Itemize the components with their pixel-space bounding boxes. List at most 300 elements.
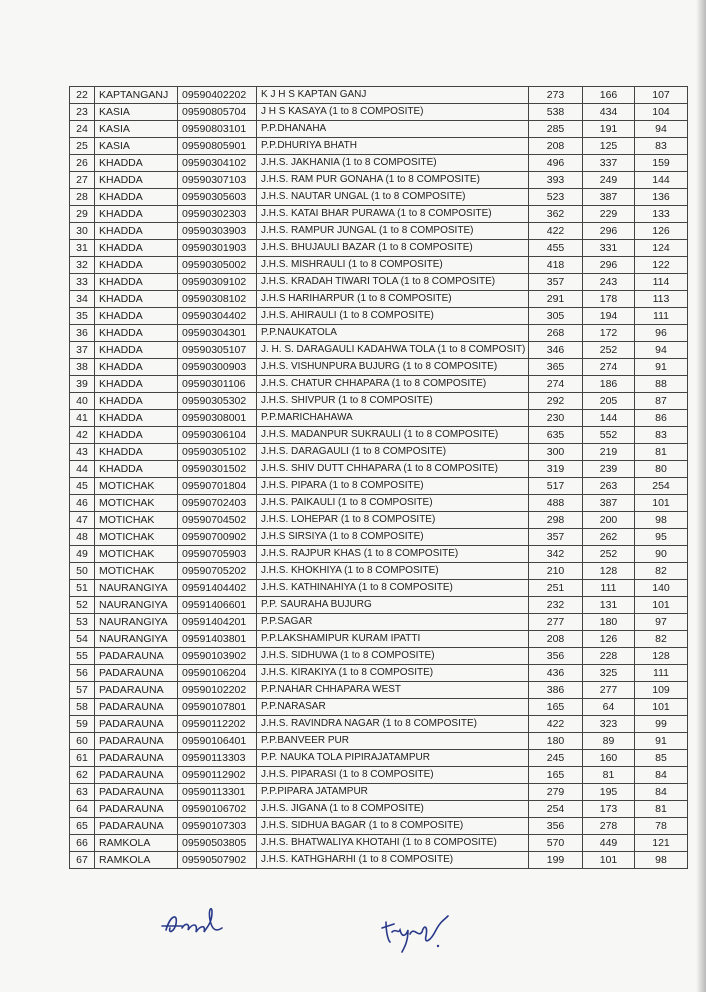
value-3-cell: 82 xyxy=(635,563,688,580)
serial-number-cell: 47 xyxy=(70,512,95,529)
table-row xyxy=(70,291,688,308)
block-name-cell: NAURANGIYA xyxy=(95,597,178,614)
value-3-cell: 113 xyxy=(635,291,688,308)
table-row xyxy=(70,376,688,393)
school-name-cell: J.H.S. BHATWALIYA KHOTAHI (1 to 8 COMPOSITE) xyxy=(257,835,529,852)
table-row xyxy=(70,206,688,223)
value-3-cell: 98 xyxy=(635,512,688,529)
value-3-cell: 95 xyxy=(635,529,688,546)
table-row xyxy=(70,818,688,835)
school-name-cell: P.P.BANVEER PUR xyxy=(257,733,529,750)
table-row xyxy=(70,155,688,172)
value-3-cell: 94 xyxy=(635,121,688,138)
table-row xyxy=(70,444,688,461)
value-3-cell: 85 xyxy=(635,750,688,767)
table-row xyxy=(70,189,688,206)
value-1-cell: 291 xyxy=(529,291,583,308)
school-code-cell: 09591404402 xyxy=(178,580,257,597)
value-3-cell: 101 xyxy=(635,699,688,716)
value-2-cell: 552 xyxy=(583,427,635,444)
school-code-cell: 09590305107 xyxy=(178,342,257,359)
table-row xyxy=(70,733,688,750)
school-name-cell: P.P.DHANAHA xyxy=(257,121,529,138)
value-2-cell: 252 xyxy=(583,342,635,359)
value-1-cell: 273 xyxy=(529,87,583,104)
value-2-cell: 178 xyxy=(583,291,635,308)
school-code-cell: 09590306104 xyxy=(178,427,257,444)
value-2-cell: 296 xyxy=(583,257,635,274)
table-row xyxy=(70,716,688,733)
table-row xyxy=(70,427,688,444)
block-name-cell: RAMKOLA xyxy=(95,835,178,852)
serial-number-cell: 55 xyxy=(70,648,95,665)
value-3-cell: 109 xyxy=(635,682,688,699)
block-name-cell: PADARAUNA xyxy=(95,665,178,682)
table-row xyxy=(70,223,688,240)
serial-number-cell: 54 xyxy=(70,631,95,648)
school-name-cell: K J H S KAPTAN GANJ xyxy=(257,87,529,104)
school-code-cell: 09590300903 xyxy=(178,359,257,376)
value-3-cell: 254 xyxy=(635,478,688,495)
school-code-cell: 09590305102 xyxy=(178,444,257,461)
school-code-cell: 09590305603 xyxy=(178,189,257,206)
serial-number-cell: 58 xyxy=(70,699,95,716)
block-name-cell: KASIA xyxy=(95,104,178,121)
value-2-cell: 249 xyxy=(583,172,635,189)
value-3-cell: 97 xyxy=(635,614,688,631)
block-name-cell: MOTICHAK xyxy=(95,495,178,512)
school-code-cell: 09590301502 xyxy=(178,461,257,478)
value-2-cell: 64 xyxy=(583,699,635,716)
value-1-cell: 523 xyxy=(529,189,583,206)
school-name-cell: J.H.S. PIPARA (1 to 8 COMPOSITE) xyxy=(257,478,529,495)
school-name-cell: J.H.S. KATAI BHAR PURAWA (1 to 8 COMPOSITE) xyxy=(257,206,529,223)
school-code-cell: 09590103902 xyxy=(178,648,257,665)
table-row xyxy=(70,665,688,682)
signature-right xyxy=(378,908,458,956)
value-2-cell: 219 xyxy=(583,444,635,461)
school-code-cell: 09590303903 xyxy=(178,223,257,240)
value-2-cell: 160 xyxy=(583,750,635,767)
value-1-cell: 279 xyxy=(529,784,583,801)
school-code-cell: 09590308001 xyxy=(178,410,257,427)
table-row xyxy=(70,342,688,359)
table-row xyxy=(70,359,688,376)
block-name-cell: KHADDA xyxy=(95,206,178,223)
block-name-cell: KHADDA xyxy=(95,189,178,206)
value-1-cell: 165 xyxy=(529,699,583,716)
value-3-cell: 81 xyxy=(635,801,688,818)
school-name-cell: J.H.S. PIPARASI (1 to 8 COMPOSITE) xyxy=(257,767,529,784)
block-name-cell: KHADDA xyxy=(95,308,178,325)
block-name-cell: KHADDA xyxy=(95,342,178,359)
value-2-cell: 101 xyxy=(583,852,635,869)
table-row xyxy=(70,461,688,478)
value-1-cell: 245 xyxy=(529,750,583,767)
school-code-cell: 09590803101 xyxy=(178,121,257,138)
value-1-cell: 538 xyxy=(529,104,583,121)
value-2-cell: 144 xyxy=(583,410,635,427)
serial-number-cell: 63 xyxy=(70,784,95,801)
school-name-cell: J.H.S. CHATUR CHHAPARA (1 to 8 COMPOSITE) xyxy=(257,376,529,393)
value-3-cell: 86 xyxy=(635,410,688,427)
serial-number-cell: 29 xyxy=(70,206,95,223)
value-1-cell: 346 xyxy=(529,342,583,359)
serial-number-cell: 22 xyxy=(70,87,95,104)
value-2-cell: 278 xyxy=(583,818,635,835)
value-1-cell: 319 xyxy=(529,461,583,478)
value-2-cell: 81 xyxy=(583,767,635,784)
table-row xyxy=(70,852,688,869)
school-code-cell: 09590507902 xyxy=(178,852,257,869)
value-2-cell: 111 xyxy=(583,580,635,597)
value-1-cell: 254 xyxy=(529,801,583,818)
value-1-cell: 488 xyxy=(529,495,583,512)
block-name-cell: KASIA xyxy=(95,121,178,138)
value-3-cell: 99 xyxy=(635,716,688,733)
table-row xyxy=(70,87,688,104)
value-1-cell: 230 xyxy=(529,410,583,427)
block-name-cell: MOTICHAK xyxy=(95,563,178,580)
block-name-cell: PADARAUNA xyxy=(95,699,178,716)
block-name-cell: MOTICHAK xyxy=(95,529,178,546)
school-code-cell: 09590301903 xyxy=(178,240,257,257)
value-2-cell: 89 xyxy=(583,733,635,750)
value-1-cell: 356 xyxy=(529,648,583,665)
value-3-cell: 121 xyxy=(635,835,688,852)
table-row xyxy=(70,580,688,597)
serial-number-cell: 56 xyxy=(70,665,95,682)
value-2-cell: 191 xyxy=(583,121,635,138)
value-3-cell: 124 xyxy=(635,240,688,257)
school-code-cell: 09590112902 xyxy=(178,767,257,784)
value-2-cell: 434 xyxy=(583,104,635,121)
serial-number-cell: 59 xyxy=(70,716,95,733)
value-2-cell: 229 xyxy=(583,206,635,223)
value-3-cell: 83 xyxy=(635,138,688,155)
value-2-cell: 131 xyxy=(583,597,635,614)
school-name-cell: J.H.S. VISHUNPURA BUJURG (1 to 8 COMPOSITE) xyxy=(257,359,529,376)
value-1-cell: 356 xyxy=(529,818,583,835)
serial-number-cell: 38 xyxy=(70,359,95,376)
value-3-cell: 114 xyxy=(635,274,688,291)
block-name-cell: KHADDA xyxy=(95,155,178,172)
block-name-cell: MOTICHAK xyxy=(95,546,178,563)
value-3-cell: 91 xyxy=(635,733,688,750)
value-2-cell: 195 xyxy=(583,784,635,801)
value-2-cell: 296 xyxy=(583,223,635,240)
value-3-cell: 140 xyxy=(635,580,688,597)
table-row xyxy=(70,138,688,155)
value-3-cell: 98 xyxy=(635,852,688,869)
value-3-cell: 81 xyxy=(635,444,688,461)
table-row xyxy=(70,699,688,716)
table-row xyxy=(70,325,688,342)
value-1-cell: 418 xyxy=(529,257,583,274)
serial-number-cell: 48 xyxy=(70,529,95,546)
serial-number-cell: 66 xyxy=(70,835,95,852)
serial-number-cell: 36 xyxy=(70,325,95,342)
value-3-cell: 104 xyxy=(635,104,688,121)
table-row xyxy=(70,801,688,818)
school-data-table xyxy=(69,86,688,869)
school-code-cell: 09590302303 xyxy=(178,206,257,223)
table-row xyxy=(70,529,688,546)
serial-number-cell: 33 xyxy=(70,274,95,291)
serial-number-cell: 44 xyxy=(70,461,95,478)
school-name-cell: P.P. SAURAHA BUJURG xyxy=(257,597,529,614)
school-code-cell: 09590309102 xyxy=(178,274,257,291)
school-name-cell: P.P.SAGAR xyxy=(257,614,529,631)
block-name-cell: KHADDA xyxy=(95,172,178,189)
table-row xyxy=(70,512,688,529)
value-1-cell: 165 xyxy=(529,767,583,784)
value-1-cell: 342 xyxy=(529,546,583,563)
school-name-cell: P.P. NAUKA TOLA PIPIRAJATAMPUR xyxy=(257,750,529,767)
block-name-cell: PADARAUNA xyxy=(95,818,178,835)
school-name-cell: J.H.S SIRSIYA (1 to 8 COMPOSITE) xyxy=(257,529,529,546)
serial-number-cell: 43 xyxy=(70,444,95,461)
school-code-cell: 09590305002 xyxy=(178,257,257,274)
block-name-cell: NAURANGIYA xyxy=(95,631,178,648)
value-1-cell: 357 xyxy=(529,529,583,546)
school-name-cell: J.H.S. KATHGHARHI (1 to 8 COMPOSITE) xyxy=(257,852,529,869)
block-name-cell: KHADDA xyxy=(95,427,178,444)
value-3-cell: 82 xyxy=(635,631,688,648)
block-name-cell: KHADDA xyxy=(95,291,178,308)
serial-number-cell: 50 xyxy=(70,563,95,580)
value-1-cell: 393 xyxy=(529,172,583,189)
block-name-cell: KAPTANGANJ xyxy=(95,87,178,104)
serial-number-cell: 40 xyxy=(70,393,95,410)
school-name-cell: P.P.MARICHAHAWA xyxy=(257,410,529,427)
value-3-cell: 128 xyxy=(635,648,688,665)
block-name-cell: KHADDA xyxy=(95,461,178,478)
school-code-cell: 09590113301 xyxy=(178,784,257,801)
block-name-cell: KHADDA xyxy=(95,274,178,291)
school-name-cell: P.P.NAHAR CHHAPARA WEST xyxy=(257,682,529,699)
table-row xyxy=(70,767,688,784)
school-name-cell: J.H.S. SIDHUWA (1 to 8 COMPOSITE) xyxy=(257,648,529,665)
value-3-cell: 87 xyxy=(635,393,688,410)
school-code-cell: 09591406601 xyxy=(178,597,257,614)
school-name-cell: J.H.S. SIDHUA BAGAR (1 to 8 COMPOSITE) xyxy=(257,818,529,835)
school-name-cell: P.P.LAKSHAMIPUR KURAM IPATTI xyxy=(257,631,529,648)
table-row xyxy=(70,631,688,648)
school-name-cell: J.H.S. RAVINDRA NAGAR (1 to 8 COMPOSITE) xyxy=(257,716,529,733)
block-name-cell: KHADDA xyxy=(95,376,178,393)
school-name-cell: P.P.DHURIYA BHATH xyxy=(257,138,529,155)
school-name-cell: J.H.S HARIHARPUR (1 to 8 COMPOSITE) xyxy=(257,291,529,308)
value-3-cell: 122 xyxy=(635,257,688,274)
serial-number-cell: 53 xyxy=(70,614,95,631)
school-name-cell: J.H.S. NAUTAR UNGAL (1 to 8 COMPOSITE) xyxy=(257,189,529,206)
table-row xyxy=(70,495,688,512)
value-2-cell: 173 xyxy=(583,801,635,818)
serial-number-cell: 51 xyxy=(70,580,95,597)
serial-number-cell: 57 xyxy=(70,682,95,699)
serial-number-cell: 26 xyxy=(70,155,95,172)
value-3-cell: 144 xyxy=(635,172,688,189)
table-row xyxy=(70,597,688,614)
value-2-cell: 200 xyxy=(583,512,635,529)
serial-number-cell: 28 xyxy=(70,189,95,206)
school-code-cell: 09590106401 xyxy=(178,733,257,750)
block-name-cell: RAMKOLA xyxy=(95,852,178,869)
value-2-cell: 194 xyxy=(583,308,635,325)
school-name-cell: J.H.S. KIRAKIYA (1 to 8 COMPOSITE) xyxy=(257,665,529,682)
serial-number-cell: 31 xyxy=(70,240,95,257)
value-2-cell: 205 xyxy=(583,393,635,410)
table-row xyxy=(70,172,688,189)
school-code-cell: 09590705903 xyxy=(178,546,257,563)
school-name-cell: J.H.S. SHIV DUTT CHHAPARA (1 to 8 COMPOSITE) xyxy=(257,461,529,478)
school-name-cell: J. H. S. DARAGAULI KADAHWA TOLA (1 to 8 COMPOSIT) xyxy=(257,342,529,359)
value-3-cell: 159 xyxy=(635,155,688,172)
value-1-cell: 305 xyxy=(529,308,583,325)
value-1-cell: 357 xyxy=(529,274,583,291)
block-name-cell: PADARAUNA xyxy=(95,750,178,767)
table-row xyxy=(70,563,688,580)
serial-number-cell: 30 xyxy=(70,223,95,240)
school-code-cell: 09591403801 xyxy=(178,631,257,648)
block-name-cell: MOTICHAK xyxy=(95,478,178,495)
value-2-cell: 325 xyxy=(583,665,635,682)
value-3-cell: 84 xyxy=(635,784,688,801)
value-1-cell: 274 xyxy=(529,376,583,393)
value-1-cell: 180 xyxy=(529,733,583,750)
table-row xyxy=(70,257,688,274)
table-body xyxy=(70,87,688,869)
value-1-cell: 292 xyxy=(529,393,583,410)
block-name-cell: KHADDA xyxy=(95,444,178,461)
school-code-cell: 09590305302 xyxy=(178,393,257,410)
school-name-cell: J.H.S. MISHRAULI (1 to 8 COMPOSITE) xyxy=(257,257,529,274)
school-code-cell: 09590304301 xyxy=(178,325,257,342)
school-name-cell: J.H.S. RAJPUR KHAS (1 to 8 COMPOSITE) xyxy=(257,546,529,563)
signature-left xyxy=(160,902,230,942)
value-3-cell: 94 xyxy=(635,342,688,359)
school-name-cell: J.H.S. AHIRAULI (1 to 8 COMPOSITE) xyxy=(257,308,529,325)
table-row xyxy=(70,784,688,801)
school-name-cell: P.P.PIPARA JATAMPUR xyxy=(257,784,529,801)
value-1-cell: 570 xyxy=(529,835,583,852)
value-2-cell: 323 xyxy=(583,716,635,733)
serial-number-cell: 52 xyxy=(70,597,95,614)
value-1-cell: 251 xyxy=(529,580,583,597)
block-name-cell: KHADDA xyxy=(95,325,178,342)
value-1-cell: 386 xyxy=(529,682,583,699)
school-code-cell: 09590701804 xyxy=(178,478,257,495)
value-2-cell: 387 xyxy=(583,495,635,512)
value-2-cell: 125 xyxy=(583,138,635,155)
serial-number-cell: 62 xyxy=(70,767,95,784)
table-row xyxy=(70,682,688,699)
block-name-cell: MOTICHAK xyxy=(95,512,178,529)
value-1-cell: 362 xyxy=(529,206,583,223)
value-1-cell: 285 xyxy=(529,121,583,138)
value-2-cell: 180 xyxy=(583,614,635,631)
school-code-cell: 09590102202 xyxy=(178,682,257,699)
serial-number-cell: 27 xyxy=(70,172,95,189)
serial-number-cell: 67 xyxy=(70,852,95,869)
table-row xyxy=(70,546,688,563)
value-1-cell: 455 xyxy=(529,240,583,257)
value-3-cell: 91 xyxy=(635,359,688,376)
school-code-cell: 09590112202 xyxy=(178,716,257,733)
school-name-cell: J.H.S. JIGANA (1 to 8 COMPOSITE) xyxy=(257,801,529,818)
value-2-cell: 449 xyxy=(583,835,635,852)
value-1-cell: 208 xyxy=(529,138,583,155)
value-3-cell: 136 xyxy=(635,189,688,206)
value-2-cell: 228 xyxy=(583,648,635,665)
serial-number-cell: 42 xyxy=(70,427,95,444)
school-name-cell: J.H.S. JAKHANIA (1 to 8 COMPOSITE) xyxy=(257,155,529,172)
value-3-cell: 126 xyxy=(635,223,688,240)
value-1-cell: 517 xyxy=(529,478,583,495)
table-row xyxy=(70,393,688,410)
school-code-cell: 09590304402 xyxy=(178,308,257,325)
school-code-cell: 09590307103 xyxy=(178,172,257,189)
table-row xyxy=(70,240,688,257)
school-name-cell: J.H.S. RAM PUR GONAHA (1 to 8 COMPOSITE) xyxy=(257,172,529,189)
page-edge-shadow xyxy=(696,0,706,992)
serial-number-cell: 23 xyxy=(70,104,95,121)
value-1-cell: 199 xyxy=(529,852,583,869)
table-row xyxy=(70,121,688,138)
value-2-cell: 331 xyxy=(583,240,635,257)
value-1-cell: 268 xyxy=(529,325,583,342)
table-row xyxy=(70,614,688,631)
table-row xyxy=(70,648,688,665)
value-2-cell: 263 xyxy=(583,478,635,495)
value-1-cell: 365 xyxy=(529,359,583,376)
value-3-cell: 80 xyxy=(635,461,688,478)
value-3-cell: 111 xyxy=(635,665,688,682)
block-name-cell: PADARAUNA xyxy=(95,716,178,733)
school-code-cell: 09590402202 xyxy=(178,87,257,104)
value-2-cell: 243 xyxy=(583,274,635,291)
value-1-cell: 635 xyxy=(529,427,583,444)
block-name-cell: PADARAUNA xyxy=(95,784,178,801)
value-1-cell: 277 xyxy=(529,614,583,631)
block-name-cell: PADARAUNA xyxy=(95,733,178,750)
school-name-cell: J.H.S. BHUJAULI BAZAR (1 to 8 COMPOSITE) xyxy=(257,240,529,257)
value-1-cell: 422 xyxy=(529,716,583,733)
school-code-cell: 09590805704 xyxy=(178,104,257,121)
block-name-cell: NAURANGIYA xyxy=(95,614,178,631)
school-name-cell: J.H.S. MADANPUR SUKRAULI (1 to 8 COMPOSITE) xyxy=(257,427,529,444)
value-1-cell: 232 xyxy=(529,597,583,614)
school-code-cell: 09590304102 xyxy=(178,155,257,172)
value-1-cell: 298 xyxy=(529,512,583,529)
block-name-cell: KHADDA xyxy=(95,257,178,274)
serial-number-cell: 25 xyxy=(70,138,95,155)
value-1-cell: 422 xyxy=(529,223,583,240)
school-code-cell: 09590805901 xyxy=(178,138,257,155)
serial-number-cell: 24 xyxy=(70,121,95,138)
school-code-cell: 09590308102 xyxy=(178,291,257,308)
table-row xyxy=(70,410,688,427)
school-code-cell: 09590503805 xyxy=(178,835,257,852)
value-2-cell: 337 xyxy=(583,155,635,172)
block-name-cell: KHADDA xyxy=(95,240,178,257)
value-2-cell: 172 xyxy=(583,325,635,342)
school-code-cell: 09590700902 xyxy=(178,529,257,546)
school-name-cell: J.H.S. LOHEPAR (1 to 8 COMPOSITE) xyxy=(257,512,529,529)
value-1-cell: 208 xyxy=(529,631,583,648)
value-2-cell: 126 xyxy=(583,631,635,648)
